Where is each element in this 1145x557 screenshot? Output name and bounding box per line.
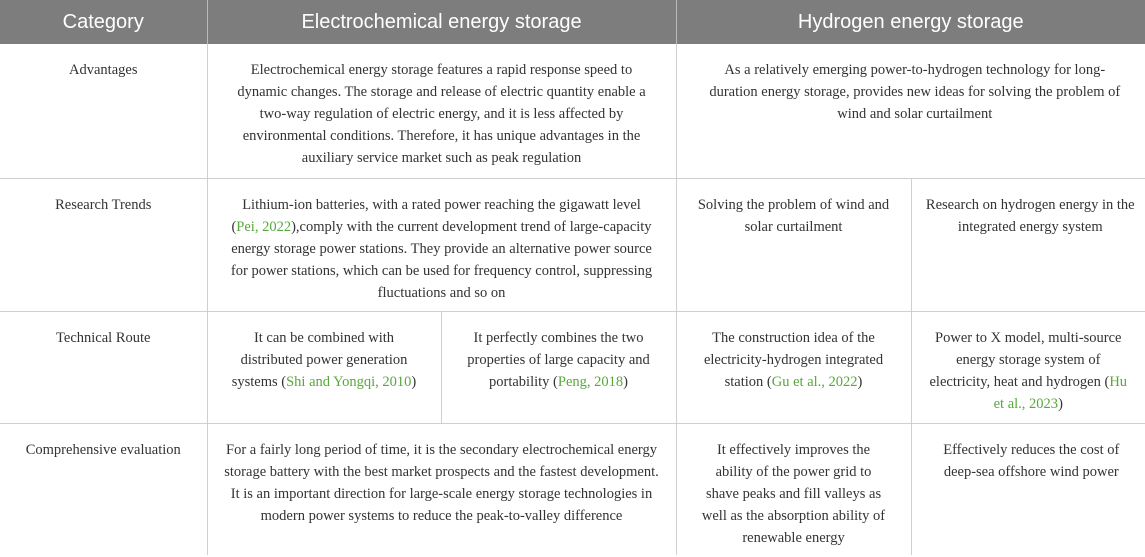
cell-text-post: ) [1058, 395, 1063, 412]
cell-text-post: ) [857, 373, 863, 390]
header-hydrogen: Hydrogen energy storage [676, 0, 1145, 44]
table-row-advantages [0, 44, 1145, 178]
cell-text-post: ) [623, 373, 628, 390]
table-row-research-trends [0, 178, 1145, 311]
cell-text-pre: It can be combined with distributed power generation systems ( [231, 329, 408, 390]
cell-comprehensive-evaluation-hydrogen-b: Effectively reduces the cost of deep-sea offshore wind power [943, 441, 1120, 480]
cell-text-post: ) [411, 373, 417, 390]
cell-text-pre: The construction idea of the electricity-hydrogen integrated station ( [703, 329, 884, 390]
row-label-research-trends: Research Trends [0, 178, 207, 311]
cell-comprehensive-evaluation-electrochemical: For a fairly long period of time, it is the secondary electrochemical energy storage battery with the best market prospects and the fastest development. It is an important direction for large-scale energy storage technologies in modern power systems to reduce the peak-to-valley difference [207, 423, 676, 555]
cell-research-trends-electrochemical [207, 178, 676, 311]
row-label-comprehensive-evaluation: Comprehensive evaluation [0, 423, 207, 555]
row-label-technical-route: Technical Route [0, 311, 207, 423]
table-row-comprehensive-evaluation [0, 423, 1145, 555]
cell-text-pre: Power to X model, multi-source energy storage system of electricity, heat and hydrogen ( [929, 329, 1122, 390]
citation-link[interactable]: Peng, 2018 [557, 373, 624, 390]
cell-technical-route-h-a [676, 311, 911, 423]
cell-advantages-electrochemical: Electrochemical energy storage features a rapid response speed to dynamic changes. The storage and release of electric quantity enable a two-way regulation of electric energy, and it is less affected by environmental conditions. Therefore, it has unique advantages in the auxiliary service market such as peak regulation [207, 44, 676, 178]
header-category: Category [0, 0, 207, 44]
citation-link[interactable]: Gu et al., 2022 [771, 373, 858, 390]
cell-technical-route-ec-a [207, 311, 441, 423]
cell-advantages-hydrogen: As a relatively emerging power-to-hydrogen technology for long-duration energy storage, provides new ideas for solving the problem of wind and solar curtailment [676, 44, 1145, 178]
citation-link[interactable]: Shi and Yongqi, 2010 [286, 373, 412, 390]
cell-text-pre: Lithium-ion batteries, with a rated power reaching the gigawatt level ( [231, 196, 641, 235]
citation-link[interactable]: Pei, 2022 [236, 218, 292, 235]
cell-text-pre: It perfectly combines the two properties of large capacity and portability ( [467, 329, 650, 390]
cell-research-trends-hydrogen-b: Research on hydrogen energy in the integrated energy system [911, 178, 1145, 311]
row-label-advantages: Advantages [0, 44, 207, 178]
cell-technical-route-ec-b [441, 311, 676, 423]
cell-technical-route-h-b [911, 311, 1145, 423]
header-row [0, 0, 1145, 44]
table-row-technical-route [0, 311, 1145, 423]
header-electrochemical: Electrochemical energy storage [207, 0, 676, 44]
cell-research-trends-hydrogen-a: Solving the problem of wind and solar curtailment [676, 178, 911, 311]
citation-link[interactable]: Hu et al., 2023 [993, 373, 1128, 412]
cell-text-post: ),comply with the current development trend of large-capacity energy storage power stations. They provide an alternative power source for power stations, which can be used for frequency control, suppressing fluctuations and so on [230, 218, 653, 301]
cell-comprehensive-evaluation-hydrogen-a: It effectively improves the ability of the power grid to shave peaks and fill valleys as well as the absorption ability of renewable energy [676, 423, 911, 555]
